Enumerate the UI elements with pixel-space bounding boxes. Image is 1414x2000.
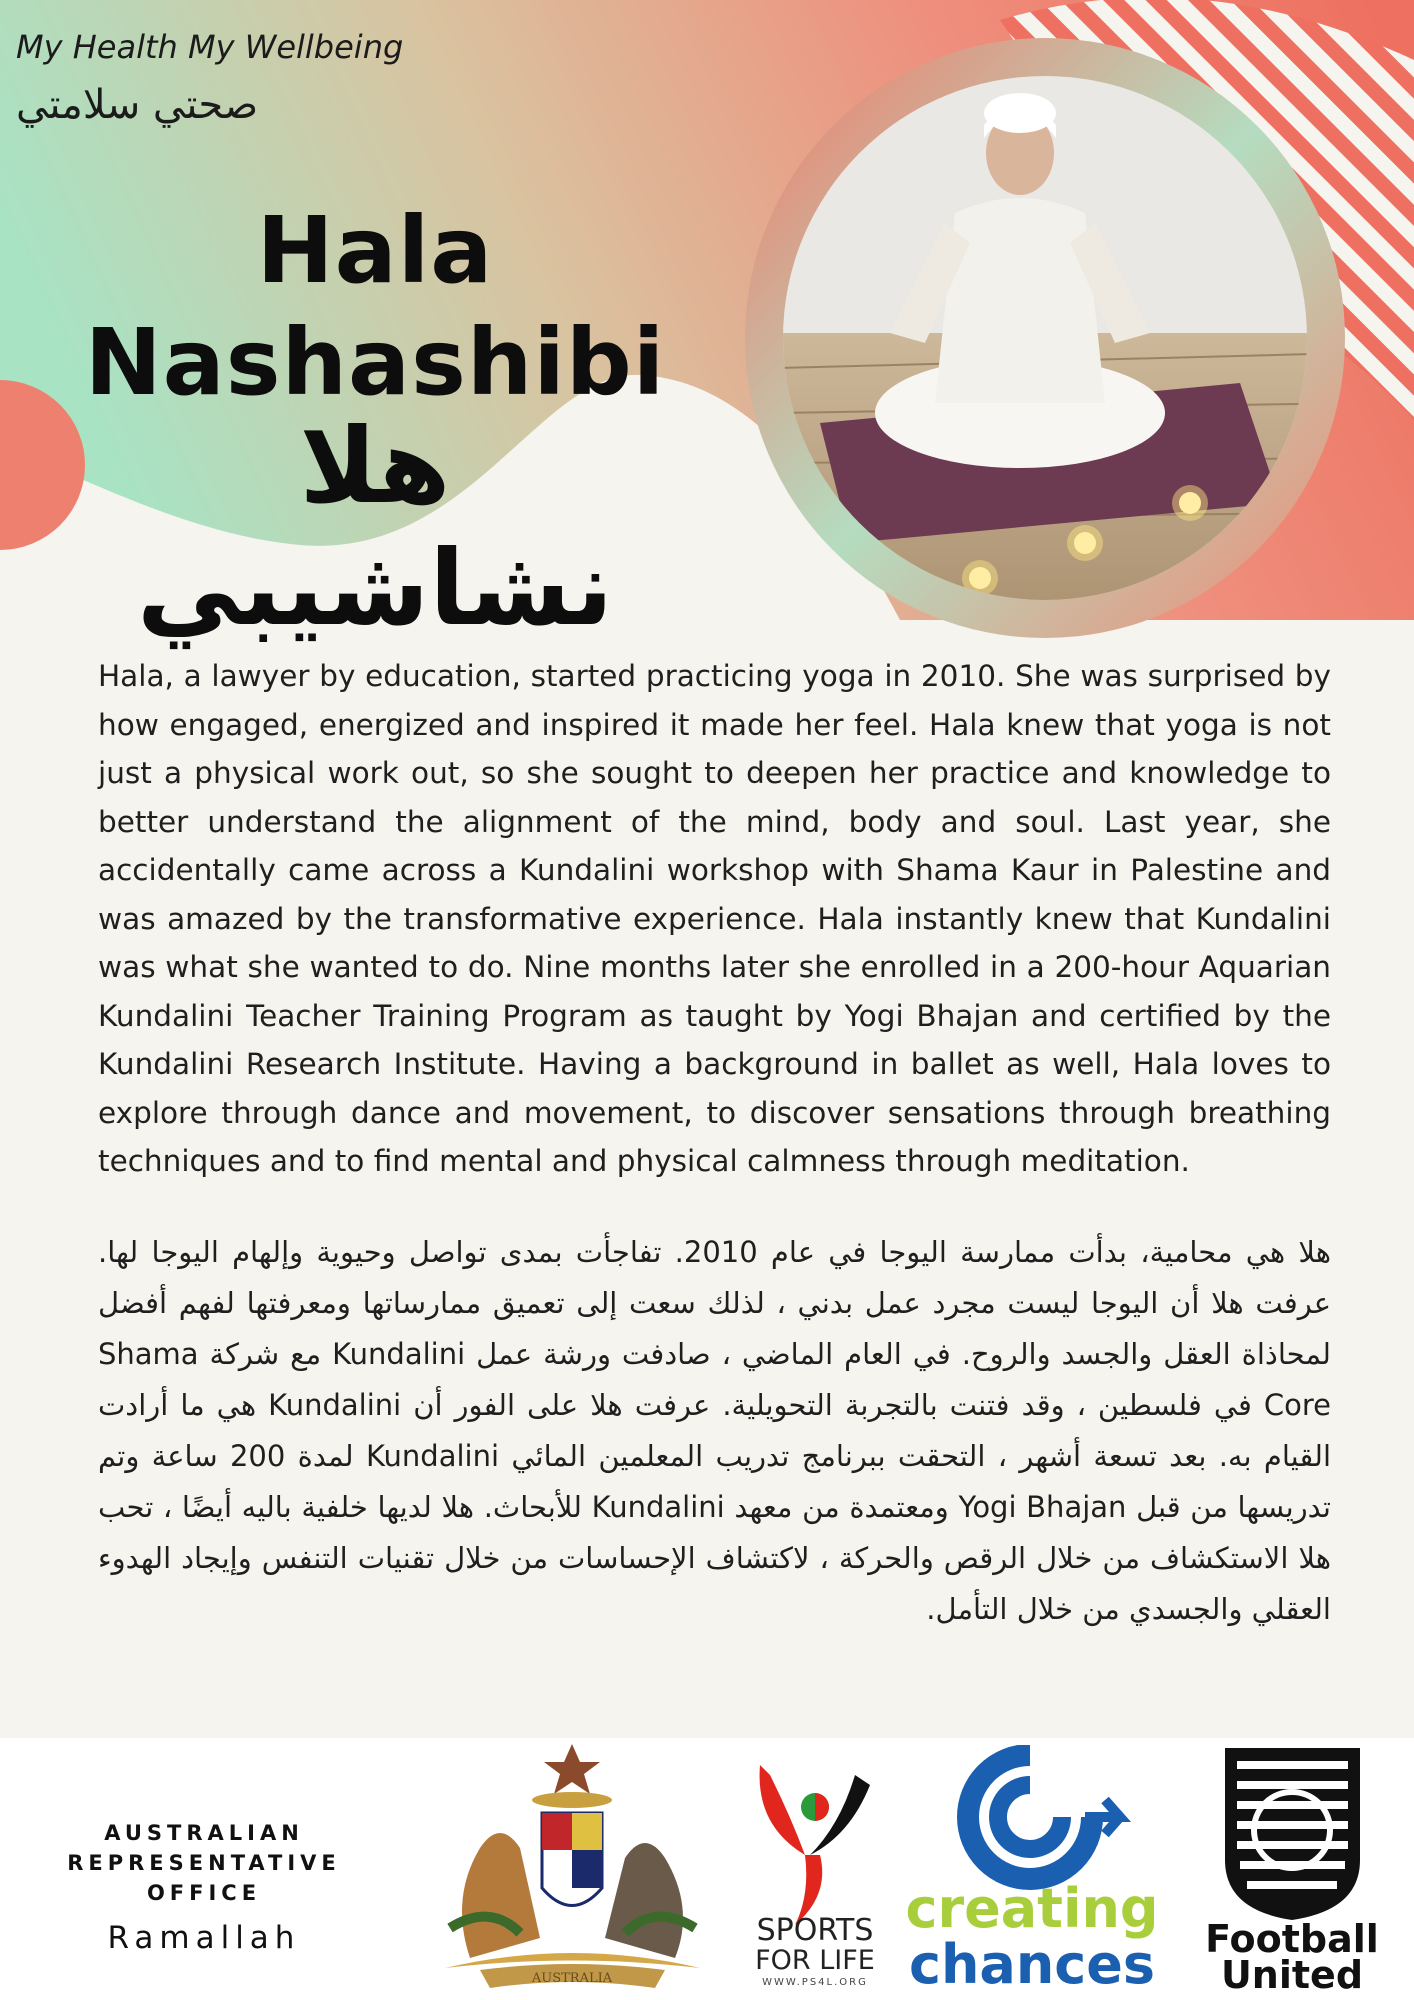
brand-title-en: My Health My Wellbeing xyxy=(16,28,404,66)
brand-title-ar: صحتي سلامتي xyxy=(16,82,259,128)
person-last-name: Nashashibi xyxy=(84,309,666,416)
crest-ribbon-text: AUSTRALIA xyxy=(531,1971,613,1986)
fu-line-2: United xyxy=(1220,1953,1364,1995)
person-name-en xyxy=(60,195,690,419)
swirl-icon xyxy=(968,1755,1120,1879)
cc-line-2: chances xyxy=(908,1933,1156,1995)
bio-english: Hala, a lawyer by education, started practicing yoga in 2010. She was surprised by how engaged, energized and inspired it made her feel. Hala knew that yoga is not just a physical work out, so she sought to deepen her practice and knowledge to better understand the alignment of the mind, body and soul. Last year, she accidentally came across a Kundalini workshop with Shama Kaur in Palestine and was amazed by the transformative experience. Hala instantly knew that Kundalini was what she wanted to do. Nine months later she enrolled in a 200-hour Aquarian Kundalini Teacher Training Program as taught by Yogi Bhajan and certified by the Kundalini Research Institute. Having a background in ballet as well, Hala loves to explore through dance and movement, to discover sensations through breathing techniques and to find mental and physical calmness through meditation. xyxy=(98,659,1331,1178)
football-shield-icon xyxy=(1225,1748,1360,1920)
person-name-ar: هلا نشاشيبي xyxy=(136,405,614,649)
bio-arabic: هلا هي محامية، بدأت ممارسة اليوجا في عام 2010. تفاجأت بمدى تواصل وحيوية وإلهام اليوجا لها. عرفت هلا أن اليوجا ليست مجرد عمل بدني ، لذلك سعت إلى تعميق ممارساتها ومعرفتها لفهم أفضل لمحاذاة العقل والجسد والروح. في العام الماضي ، صادفت ورشة عمل Kundalini مع شركة Shama Core في فلسطين ، وقد فتنت بالتجربة التحويلية. عرفت هلا على الفور أن Kundalini هي ما أرادت القيام به. بعد تسعة أشهر ، التحقت ببرنامج تدريب المعلمين المائي Kundalini لمدة 200 ساعة وتم تدريسها من قبل Yogi Bhajan ومعتمدة من معهد Kundalini للأبحاث. هلا لديها خلفية باليه أيضًا ، تحب هلا الاستكشاف من خلال الرقص والحركة ، لاكتشاف الإحساسات من خلال تقنيات التنفس وإيجاد الهدوء العقلي والجسدي من خلال التأمل. xyxy=(98,1235,1332,1626)
australian-coat-of-arms-icon xyxy=(430,1738,715,2000)
aro-line-3: Ramallah xyxy=(107,1920,301,1956)
sports-figure-icon xyxy=(760,1765,805,1855)
creating-chances-logo xyxy=(905,1745,1160,1995)
australian-representative-office-logo xyxy=(14,1818,394,1956)
s4l-line-2: FOR LIFE xyxy=(755,1945,875,1976)
aro-line-1: AUSTRALIAN xyxy=(104,1821,304,1845)
football-united-logo xyxy=(1185,1740,1400,1995)
aro-line-2: REPRESENTATIVE OFFICE xyxy=(67,1851,341,1905)
sports-for-life-logo xyxy=(740,1755,890,1990)
person-first-name: Hala xyxy=(256,197,494,304)
fu-line-1: Football xyxy=(1205,1917,1379,1961)
cc-line-1: creating xyxy=(905,1877,1159,1940)
profile-photo xyxy=(740,33,1350,643)
s4l-url: WWW.PS4L.ORG xyxy=(762,1977,868,1988)
s4l-line-1: SPORTS xyxy=(756,1913,874,1948)
